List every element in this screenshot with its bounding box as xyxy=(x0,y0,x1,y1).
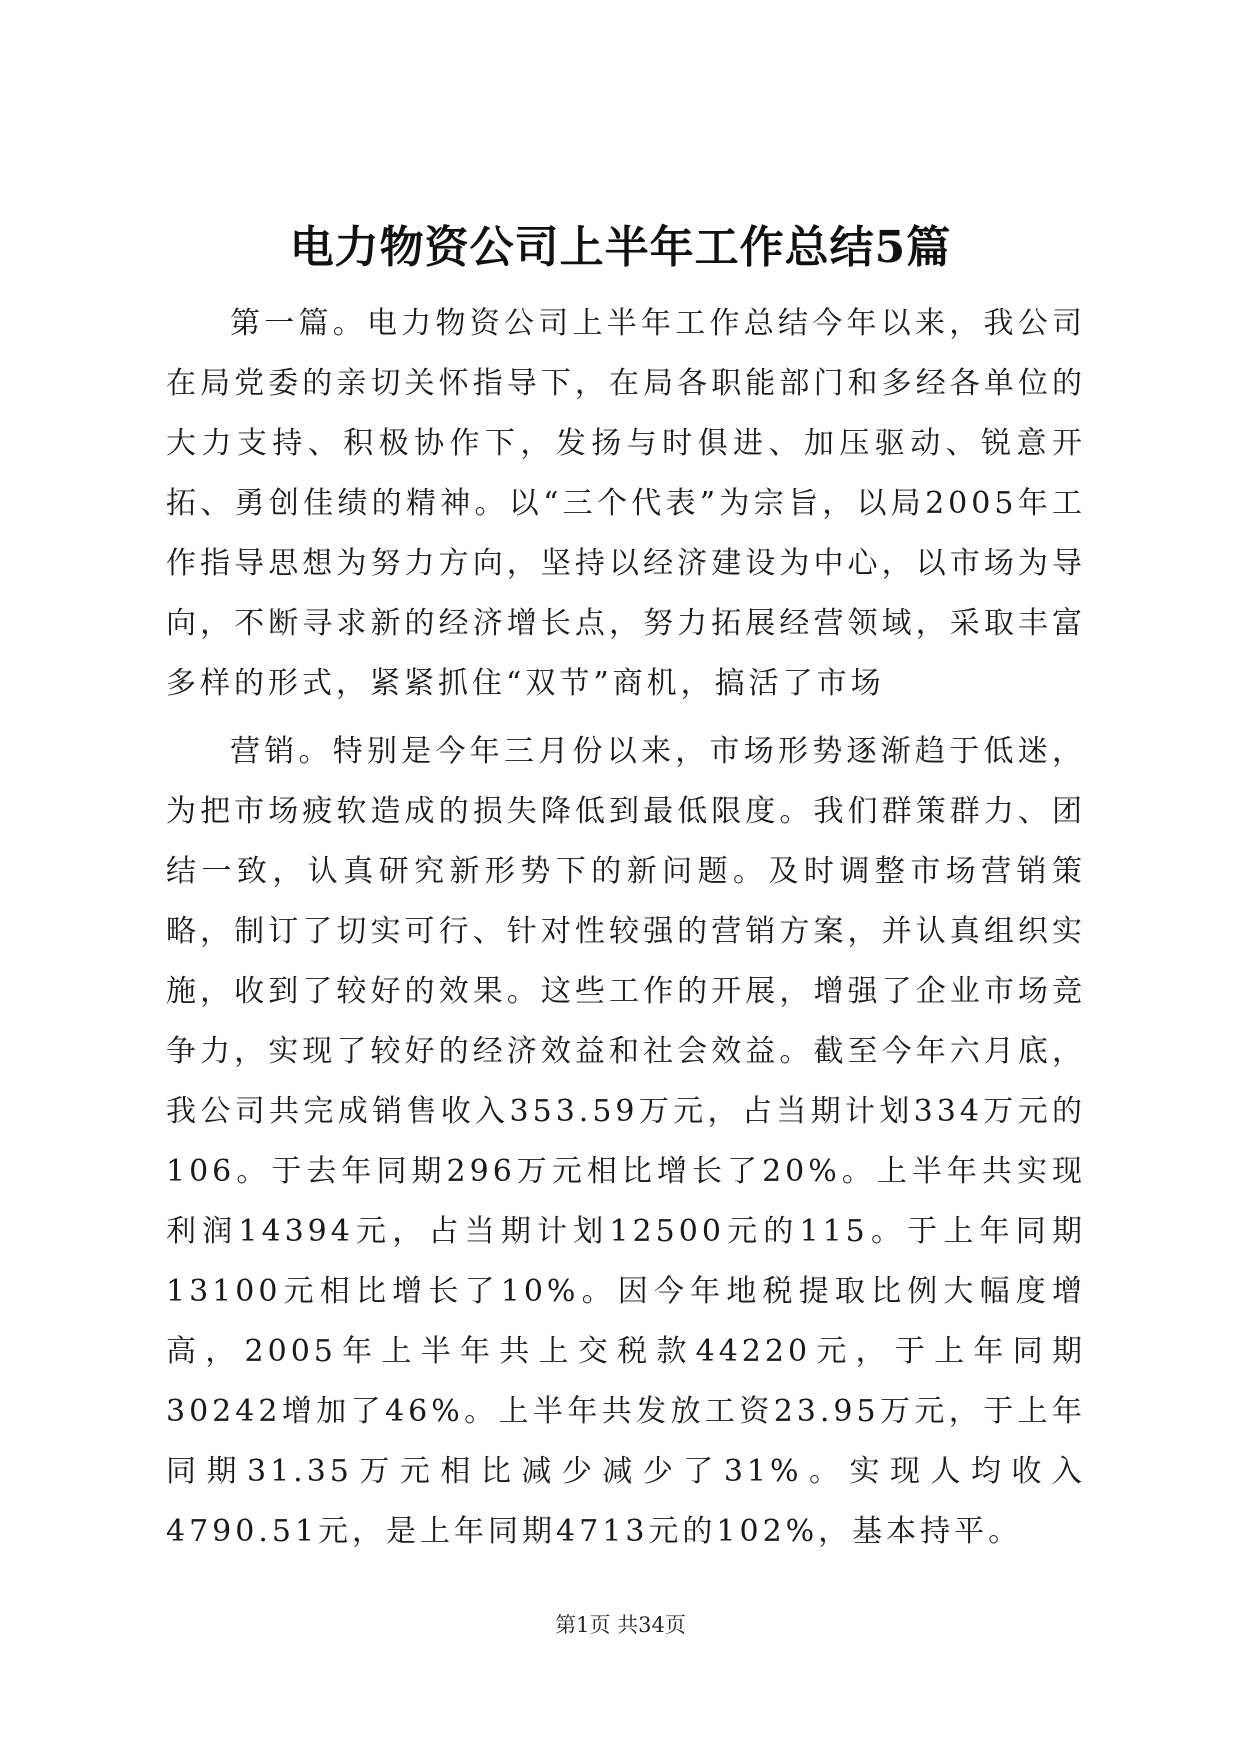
page-current-number: 1 xyxy=(576,1613,590,1637)
page-prefix: 第 xyxy=(555,1613,577,1637)
paragraph-1: 第一篇。电力物资公司上半年工作总结今年以来，我公司在局党委的亲切关怀指导下，在局各职能部门和多经各单位的大力支持、积极协作下，发扬与时俱进、加压驱动、锐意开拓、勇创佳绩的精神。以“三个代表”为宗旨，以局2005年工作指导思想为努力方向，坚持以经济建设为中心，以市场为导向，不断寻求新的经济增长点，努力拓展经营领域，采取丰富多样的形式，紧紧抓住“双节”商机，搞活了市场 xyxy=(166,306,1086,701)
page-mid-text: 页 共 xyxy=(589,1613,639,1637)
page-footer xyxy=(0,1611,1241,1639)
document-title: 电力物资公司上半年工作总结5篇 xyxy=(289,222,952,273)
document-body xyxy=(166,294,1086,1562)
page-total-number: 34 xyxy=(638,1613,665,1637)
page-suffix: 页 xyxy=(664,1613,686,1637)
paragraph-2: 营销。特别是今年三月份以来，市场形势逐渐趋于低迷，为把市场疲软造成的损失降低到最低限度。我们群策群力、团结一致，认真研究新形势下的新问题。及时调整市场营销策略，制订了切实可行、针对性较强的营销方案，并认真组织实施，收到了较好的效果。这些工作的开展，增强了企业市场竞争力，实现了较好的经济效益和社会效益。截至今年六月底，我公司共完成销售收入353.59万元，占当期计划334万元的106。于去年同期296万元相比增长了20%。上半年共实现利润14394元，占当期计划12500元的115。于上年同期13100元相比增长了10%。因今年地税提取比例大幅度增高，2005年上半年共上交税款44220元，于上年同期30242增加了46%。上半年共发放工资23.95万元，于上年同期31.35万元相比减少减少了31%。实现人均收入4790.51元，是上年同期4713元的102%，基本持平。 xyxy=(166,734,1086,1549)
